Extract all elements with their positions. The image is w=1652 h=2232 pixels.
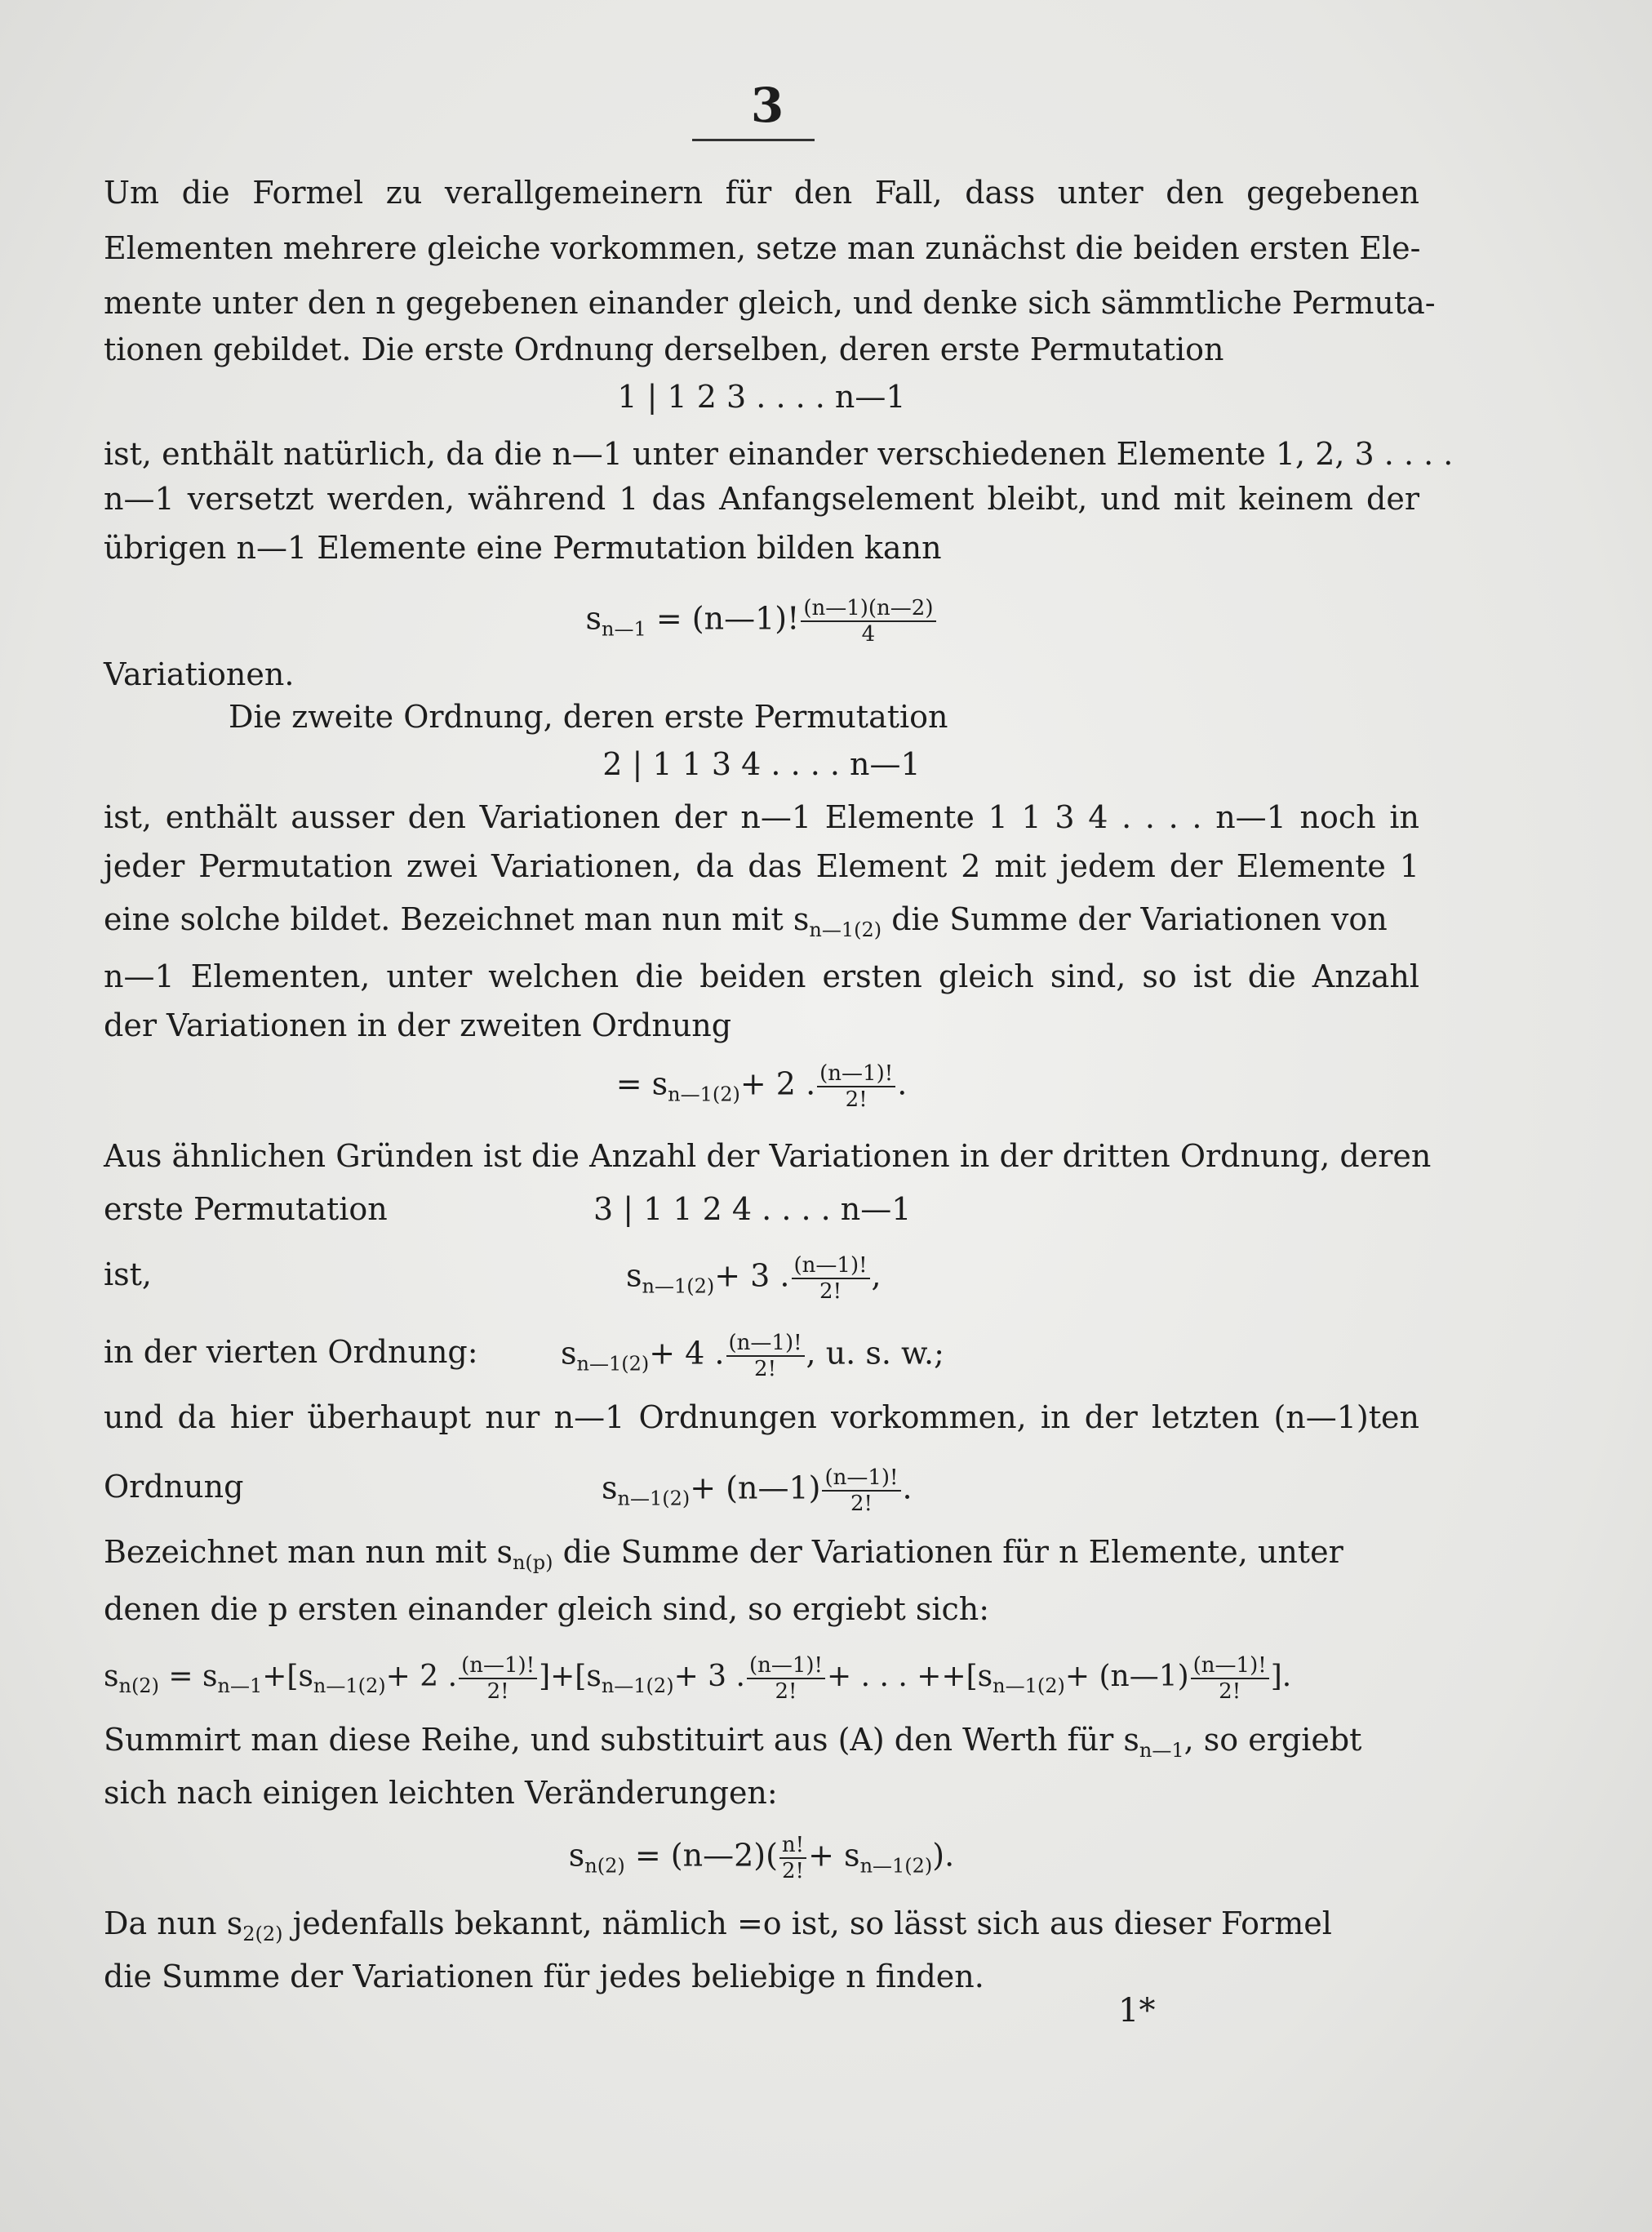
text-line-with-symbol: Bezeichnet man nun mit $s_{n(p)}$ die Summe der Variationen für n Elemente, unter: [104, 1534, 1343, 1574]
text-line: Elementen mehrere gleiche vorkommen, setze man zunächst die beiden ersten Ele-: [104, 230, 1421, 266]
text-line: Um die Formel zu verallgemeinern für den Fall, dass unter den gegebenen: [104, 175, 1419, 211]
text-line: jeder Permutation zwei Variationen, da das Element 2 mit jedem der Elemente 1: [104, 848, 1419, 884]
formula-second-order: = $s_{n—1(2)}+ 2$ . $\frac{(n—1)!}{2!}$ .: [615, 1061, 908, 1112]
text-line: ist, enthält natürlich, da die n—1 unter einander verschiedenen Elemente 1, 2, 3 . . . .: [104, 436, 1454, 472]
text-line: Variationen.: [104, 656, 295, 692]
text-line: Aus ähnlichen Gründen ist die Anzahl der Variationen in der dritten Ordnung, deren: [104, 1138, 1432, 1174]
text-line: Die zweite Ordnung, deren erste Permutation: [229, 699, 948, 735]
text-line: denen die p ersten einander gleich sind, so ergiebt sich:: [104, 1591, 990, 1627]
permutation-line: 2 | 1 1 3 4 . . . . n—1: [602, 746, 921, 782]
text-line: n—1 Elementen, unter welchen die beiden ersten gleich sind, so ist die Anzahl: [104, 958, 1419, 994]
formula-third-order: ist, $s_{n—1(2)}+ 3$ . $\frac{(n—1)!}{2!}$ ,: [104, 1253, 882, 1304]
formula-closed: $s_{n(2)}$ = (n—2)( $\frac{n!}{2!}$ + $s_{n—1(2)}$).: [568, 1833, 955, 1883]
formula-recursive: $s_{n(2)} = s_{n—1}+[s_{n—1(2)}+ 2$ . $\frac{(n—1)!}{2!}$ ]$+[s_{n—1(2)}+ 3$ . $\frac{(n—1)!}{2!}$ + . . . $++[s_{n—1(2)}+$ (n—1) $\frac{(n—1)!}{2!}$ ].: [104, 1653, 1292, 1704]
text-line: übrigen n—1 Elemente eine Permutation bilden kann: [104, 530, 942, 566]
text-line: n—1 versetzt werden, während 1 das Anfangselement bleibt, und mit keinem der: [104, 481, 1419, 517]
formula-A: $s_{n—1}$ = (n—1)! $\frac{(n—1)(n—2)}{4}$: [104, 596, 1419, 651]
text-line: die Summe der Variationen für jedes beliebige n finden.: [104, 1959, 984, 1994]
page-number: 3: [750, 78, 784, 133]
text-line: ist, enthält ausser den Variationen der n—1 Elemente 1 1 3 4 . . . . n—1 noch in: [104, 799, 1419, 835]
signature-mark: 1*: [1118, 1992, 1156, 2030]
formula-last-order: Ordnung $s_{n—1(2)}+$ (n—1) $\frac{(n—1)!}{2!}$ .: [104, 1465, 913, 1516]
text-line: und da hier überhaupt nur n—1 Ordnungen vorkommen, in der letzten (n—1)ten: [104, 1399, 1419, 1435]
header-rule: [692, 139, 815, 141]
text-line: der Variationen in der zweiten Ordnung: [104, 1007, 732, 1043]
text-line-with-symbol: Summirt man diese Reihe, und substituirt aus (A) den Werth für $s_{n—1}$, so ergiebt: [104, 1722, 1362, 1762]
text-line: mente unter den n gegebenen einander gleich, und denke sich sämmtliche Permuta-: [104, 285, 1436, 321]
text-line-with-symbol: Da nun $s_{2(2)}$ jedenfalls bekannt, nämlich =o ist, so lässt sich aus dieser Formel: [104, 1905, 1332, 1945]
text-line: sich nach einigen leichten Veränderungen:: [104, 1775, 778, 1811]
formula-fourth-order: in der vierten Ordnung: $s_{n—1(2)}+ 4$ . $\frac{(n—1)!}{2!}$ , u. s. w.;: [104, 1331, 944, 1381]
text-line: tionen gebildet. Die erste Ordnung derselben, deren erste Permutation: [104, 331, 1224, 367]
text-line-with-symbol: eine solche bildet. Bezeichnet man nun mit $s_{n—1(2)}$ die Summe der Variationen von: [104, 901, 1388, 941]
permutation-line: 1 | 1 2 3 . . . . n—1: [617, 379, 906, 415]
text-line: erste Permutation 3 | 1 1 2 4 . . . . n—1: [104, 1191, 912, 1227]
